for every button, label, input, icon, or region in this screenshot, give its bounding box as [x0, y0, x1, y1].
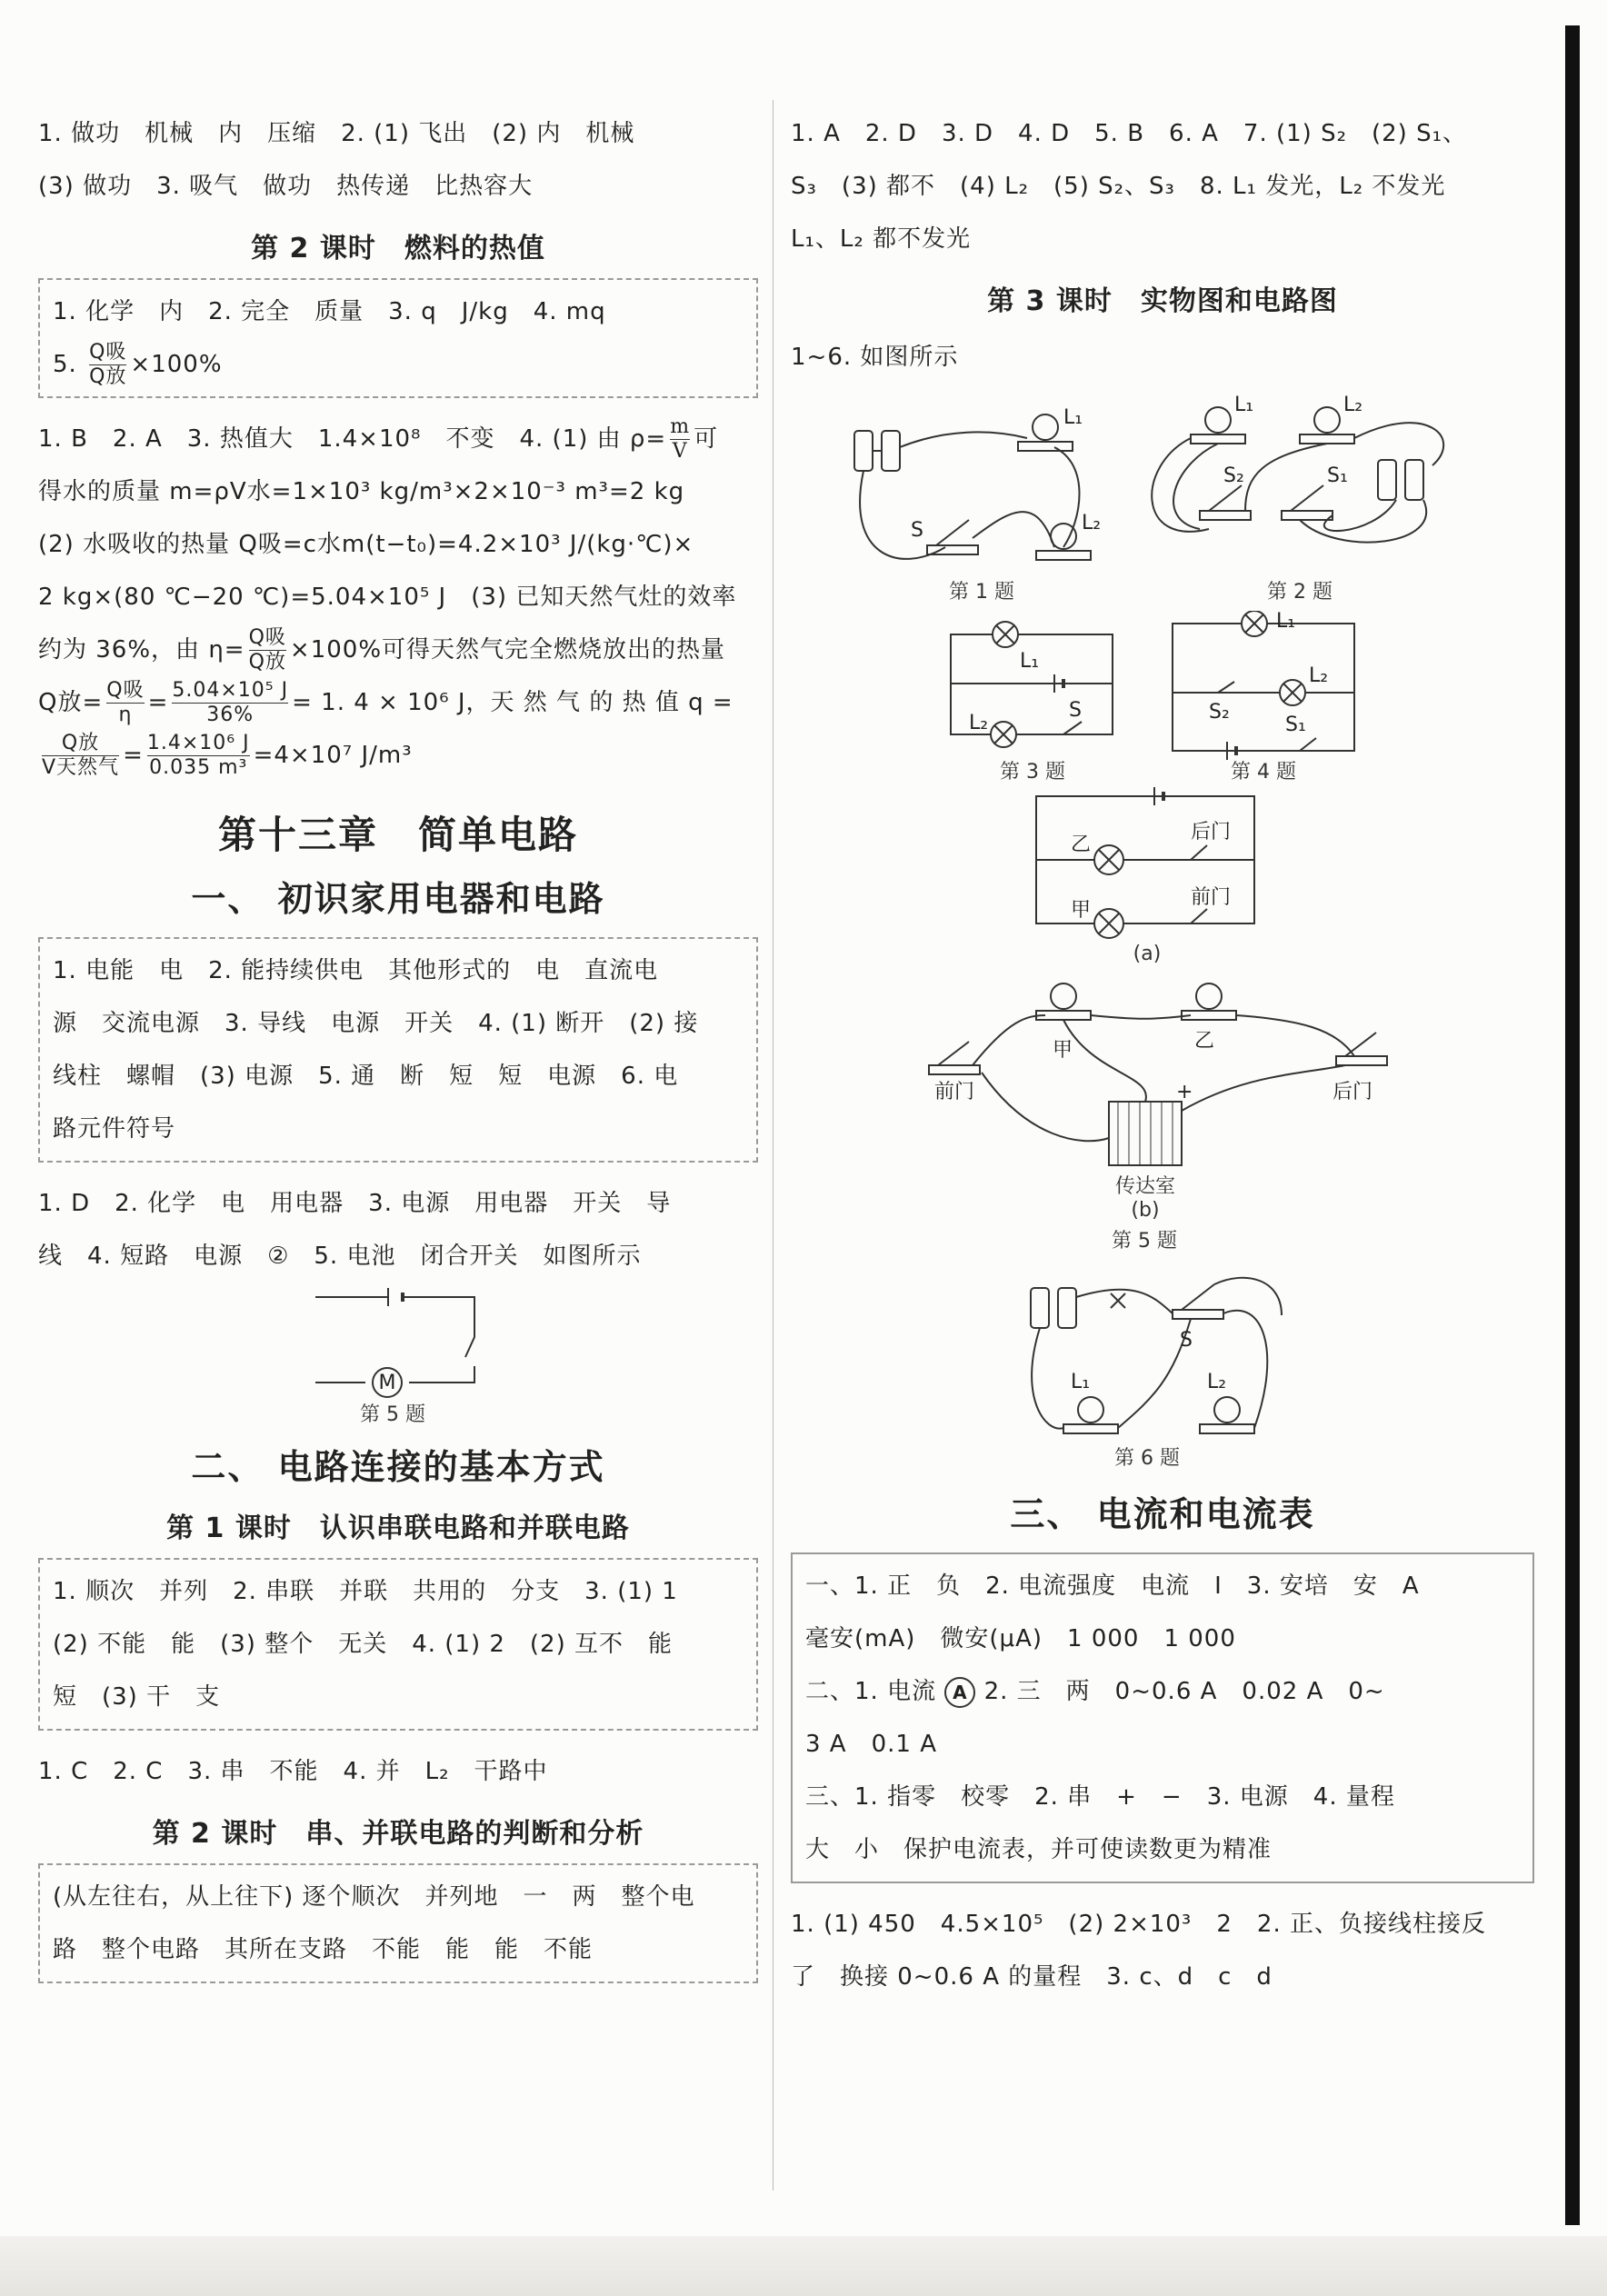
figure-row-q1-q2: [791, 384, 1534, 611]
answer-line: 一、1. 正 负 2. 电流强度 电流 I 3. 安培 安 A: [805, 1572, 1420, 1600]
switch-lever: [938, 1042, 969, 1065]
switch-symbol: [1063, 722, 1082, 734]
answer-line-fraction: [38, 624, 758, 676]
figure-caption: 第 5 题: [1112, 1230, 1177, 1253]
lesson-heading-fuel-heat: 第 2 课时 燃料的热值: [251, 233, 545, 265]
label-L2: L₂: [1082, 512, 1102, 534]
answer-line: 3 A 0.1 A: [805, 1731, 937, 1758]
lesson-heading-circuit-diagrams: 第 3 课时 实物图和电路图: [987, 285, 1338, 317]
answer-line: (2) 水吸收的热量 Q吸=c水m(t−t₀)=4.2×10³ J/(kg·℃)×: [38, 531, 694, 558]
battery-cell: [1378, 460, 1396, 500]
bulb-holder: [1018, 442, 1073, 451]
answer-line: 1. C 2. C 3. 串 不能 4. 并 L₂ 干路中: [38, 1758, 548, 1785]
part-heading-3: 三、 电流和电流表: [1010, 1493, 1315, 1534]
switch-base: [1200, 511, 1251, 520]
label-back-door: 后门: [1333, 1081, 1373, 1103]
switch-base: [1282, 511, 1333, 520]
label-jia: 甲: [1053, 1039, 1073, 1062]
text: =: [123, 742, 144, 769]
numerator: Q吸: [248, 626, 286, 649]
motor-label: M: [378, 1372, 396, 1394]
answer-line: 源 交流电源 3. 导线 电源 开关 4. (1) 断开 (2) 接: [53, 1010, 699, 1037]
page-bottom-shadow: [0, 2236, 1607, 2296]
figure-caption: 第 2 题: [1267, 581, 1333, 604]
answer-line: 2 kg×(80 ℃−20 ℃)=5.04×10⁵ J (3) 已知天然气灶的效率: [38, 584, 737, 611]
answer-box-current: [791, 1552, 1534, 1883]
text: 5.: [53, 351, 77, 378]
bulb: [1033, 414, 1058, 440]
fraction: [89, 341, 126, 389]
switch-back-door: [1191, 845, 1207, 860]
answer-line: (2) 不能 能 (3) 整个 无关 4. (1) 2 (2) 互不 能: [53, 1631, 673, 1658]
battery-cell: [1058, 1288, 1076, 1328]
figure-row-q3-q4: [791, 611, 1534, 784]
numerator: Q放: [42, 732, 119, 756]
text: 二、1. 电流: [805, 1678, 937, 1705]
numerator: m: [670, 415, 691, 438]
text: ×100%可得天然气完全燃烧放出的热量: [289, 636, 726, 664]
label-L1: L₁: [1071, 1371, 1091, 1393]
lesson-heading-series-parallel: 第 1 课时 认识串联电路和并联电路: [166, 1512, 630, 1544]
text: 可: [694, 425, 719, 453]
answer-line: 1. A 2. D 3. D 4. D 5. B 6. A 7. (1) S₂ (2) S₁、: [791, 120, 1468, 147]
figure-caption: 第 3 题: [1000, 761, 1065, 784]
bulb: [1314, 407, 1340, 433]
answer-line: 得水的质量 m=ρV水=1×10³ kg/m³×2×10⁻³ m³=2 kg: [38, 478, 685, 505]
figure-caption: 第 4 题: [1231, 761, 1296, 784]
answer-line: 1~6. 如图所示: [791, 344, 959, 371]
bulb: [1214, 1397, 1240, 1423]
battery-box: [1109, 1102, 1182, 1165]
numerator: Q吸: [106, 679, 145, 702]
label-S2: S₂: [1209, 701, 1230, 724]
bulb-holder: [1191, 434, 1245, 444]
answer-box-judgment: [38, 1863, 758, 1983]
label-L1: L₁: [1276, 611, 1296, 633]
ammeter-label: A: [953, 1681, 968, 1703]
fraction: [249, 626, 286, 674]
switch-base-back: [1336, 1056, 1387, 1065]
answer-box-appliances: [38, 937, 758, 1163]
circuit-wire: [1173, 624, 1354, 751]
answer-line: 短 (3) 干 支: [53, 1683, 221, 1711]
answer-line: (3) 做功 3. 吸气 做功 热传递 比热容大: [38, 173, 534, 200]
fraction: [42, 732, 119, 780]
fraction: [147, 732, 250, 780]
bulb-holder: [1200, 1424, 1254, 1433]
bulb: [1196, 983, 1222, 1009]
label-L2: L₂: [1207, 1371, 1227, 1393]
figure-caption: 第 1 题: [949, 581, 1014, 604]
text: Q放=: [38, 689, 104, 716]
answer-line: 了 换接 0~0.6 A 的量程 3. c、d c d: [791, 1963, 1273, 1991]
bulb: [1051, 524, 1076, 549]
chapter-heading: 第十三章 简单电路: [217, 813, 578, 857]
text: 2. 三 两 0~0.6 A 0.02 A 0~: [983, 1678, 1385, 1705]
label-reception-room: 传达室: [1114, 1175, 1176, 1198]
bulb: [1205, 407, 1231, 433]
text: 约为 36%，由 η=: [38, 636, 245, 664]
figure-caption: (b): [1131, 1199, 1160, 1222]
answer-line: 路 整个电路 其所在支路 不能 能 能 不能: [53, 1936, 594, 1963]
label-back-door: 后门: [1191, 821, 1232, 844]
answer-line: 1. 顺次 并列 2. 串联 并联 共用的 分支 3. (1) 1: [53, 1578, 678, 1605]
fraction: [670, 415, 690, 464]
switch-lever: [1182, 1284, 1214, 1310]
switch-base: [1173, 1310, 1223, 1319]
battery-cell: [882, 431, 900, 471]
battery-cell: [854, 431, 873, 471]
battery-cell: [1405, 460, 1423, 500]
part-heading-1: 一、 初识家用电器和电路: [191, 878, 605, 919]
figure-q5b-physical: [791, 965, 1534, 1229]
figure-q5a-schematic: [791, 784, 1534, 965]
figure-caption: (a): [1133, 943, 1162, 965]
lesson-heading-judgment: 第 2 课时 串、并联电路的判断和分析: [152, 1818, 644, 1850]
answer-line: 1. D 2. 化学 电 用电器 3. 电源 用电器 开关 导: [38, 1190, 672, 1217]
answer-line: 1. 电能 电 2. 能持续供电 其他形式的 电 直流电: [53, 957, 659, 984]
right-column: [791, 107, 1534, 2003]
bulb: [1078, 1397, 1103, 1423]
answer-box-series-parallel: [38, 1558, 758, 1731]
switch-symbol: [1218, 682, 1234, 693]
answer-line: 大 小 保护电流表，并可使读数更为精准: [805, 1836, 1273, 1863]
label-jia: 甲: [1071, 899, 1092, 922]
text: =: [147, 689, 169, 716]
label-front-door: 前门: [1191, 886, 1232, 909]
answer-line: 毫安(mA) 微安(μA) 1 000 1 000: [805, 1625, 1236, 1652]
label-L1: L₁: [1234, 394, 1254, 416]
numerator: Q吸: [89, 341, 127, 364]
switch-lever: [936, 520, 969, 545]
label-S1: S₁: [1327, 464, 1348, 487]
label-L2: L₂: [1343, 394, 1363, 416]
figure-q6-physical: [791, 1261, 1534, 1470]
switch-symbol: [1300, 738, 1316, 751]
numerator: 5.04×10⁵ J: [172, 679, 289, 702]
answer-line: 1. (1) 450 4.5×10⁵ (2) 2×10³ 2 2. 正、负接线柱接反: [791, 1911, 1486, 1938]
denominator: V: [672, 440, 688, 463]
label-S1: S₁: [1285, 714, 1306, 736]
label-S2: S₂: [1223, 464, 1244, 487]
answer-line-fraction: [38, 729, 758, 782]
answer-line: 1. 做功 机械 内 压缩 2. (1) 飞出 (2) 内 机械: [38, 120, 635, 147]
label-yi: 乙: [1194, 1030, 1215, 1053]
label-L1: L₁: [1063, 406, 1083, 429]
fraction: [106, 679, 144, 727]
answer-line-fraction: [38, 413, 758, 465]
ammeter-symbol: [944, 1677, 975, 1708]
denominator: V天然气: [42, 756, 120, 779]
switch-front-door: [1191, 909, 1207, 923]
answer-line: L₁、L₂ 都不发光: [791, 225, 972, 253]
battery-box-grill: [1118, 1102, 1173, 1165]
switch-base-front: [929, 1065, 980, 1074]
figure-caption: 第 5 题: [360, 1403, 425, 1426]
bulb-holder: [1300, 434, 1354, 444]
label-L1: L₁: [1020, 650, 1040, 673]
label-S: S: [911, 519, 923, 542]
answer-line: 路元件符号: [53, 1115, 176, 1143]
battery-cell: [1031, 1288, 1049, 1328]
answer-line: (从左往右，从上往下) 逐个顺次 并列地 一 两 整个电: [53, 1883, 695, 1911]
label-L2: L₂: [1309, 664, 1329, 687]
figure-caption: 第 6 题: [1114, 1447, 1180, 1470]
wire: [1152, 423, 1443, 542]
column-divider: [773, 100, 774, 2191]
label-S: S: [1069, 699, 1082, 722]
switch-lever: [1291, 485, 1323, 511]
denominator: 36%: [206, 704, 255, 726]
fraction: [172, 679, 288, 727]
answer-box-fuel: [38, 278, 758, 398]
answer-line: 三、1. 指零 校零 2. 串 + − 3. 电源 4. 量程: [805, 1783, 1395, 1811]
label-front-door: 前门: [934, 1081, 975, 1103]
answer-line-fraction: [38, 676, 758, 729]
label-yi: 乙: [1071, 834, 1092, 856]
page-edge-bar: [1565, 25, 1580, 2225]
label-L2: L₂: [969, 712, 989, 734]
denominator: Q放: [89, 365, 127, 388]
left-column: [38, 107, 758, 1998]
switch-lever: [1209, 485, 1242, 511]
bulb-holder: [1063, 1424, 1118, 1433]
answer-line: S₃ (3) 都不 (4) L₂ (5) S₂、S₃ 8. L₁ 发光，L₂ 不发光: [791, 173, 1446, 200]
answer-line: 1. 化学 内 2. 完全 质量 3. q J/kg 4. mq: [53, 298, 606, 325]
figure-q5-motor-circuit: [38, 1283, 758, 1428]
switch-lever: [1345, 1033, 1376, 1056]
answer-line-fraction: [53, 338, 744, 391]
label-S: S: [1180, 1329, 1193, 1352]
text: = 1. 4 × 10⁶ J，天 然 气 的 热 值 q =: [292, 689, 734, 716]
bulb-holder: [1036, 551, 1091, 560]
wire: [1032, 1278, 1282, 1429]
answer-line: 线 4. 短路 电源 ② 5. 电池 闭合开关 如图所示: [38, 1243, 642, 1270]
label-plus: +: [1176, 1081, 1193, 1103]
denominator: Q放: [248, 651, 286, 674]
denominator: 0.035 m³: [149, 756, 248, 779]
denominator: η: [118, 704, 133, 726]
answer-line-ammeter: [805, 1665, 1520, 1718]
part-heading-2: 二、 电路连接的基本方式: [191, 1446, 605, 1487]
bulb: [1051, 983, 1076, 1009]
answer-line: 线柱 螺帽 (3) 电源 5. 通 断 短 短 电源 6. 电: [53, 1063, 679, 1090]
wire: [973, 1015, 1354, 1141]
numerator: 1.4×10⁶ J: [146, 732, 250, 754]
text: =4×10⁷ J/m³: [253, 742, 413, 769]
text: ×100%: [130, 351, 223, 378]
wire-crossed-out: [1111, 1293, 1125, 1308]
text: 1. B 2. A 3. 热值大 1.4×10⁸ 不变 4. (1) 由 ρ=: [38, 425, 667, 453]
